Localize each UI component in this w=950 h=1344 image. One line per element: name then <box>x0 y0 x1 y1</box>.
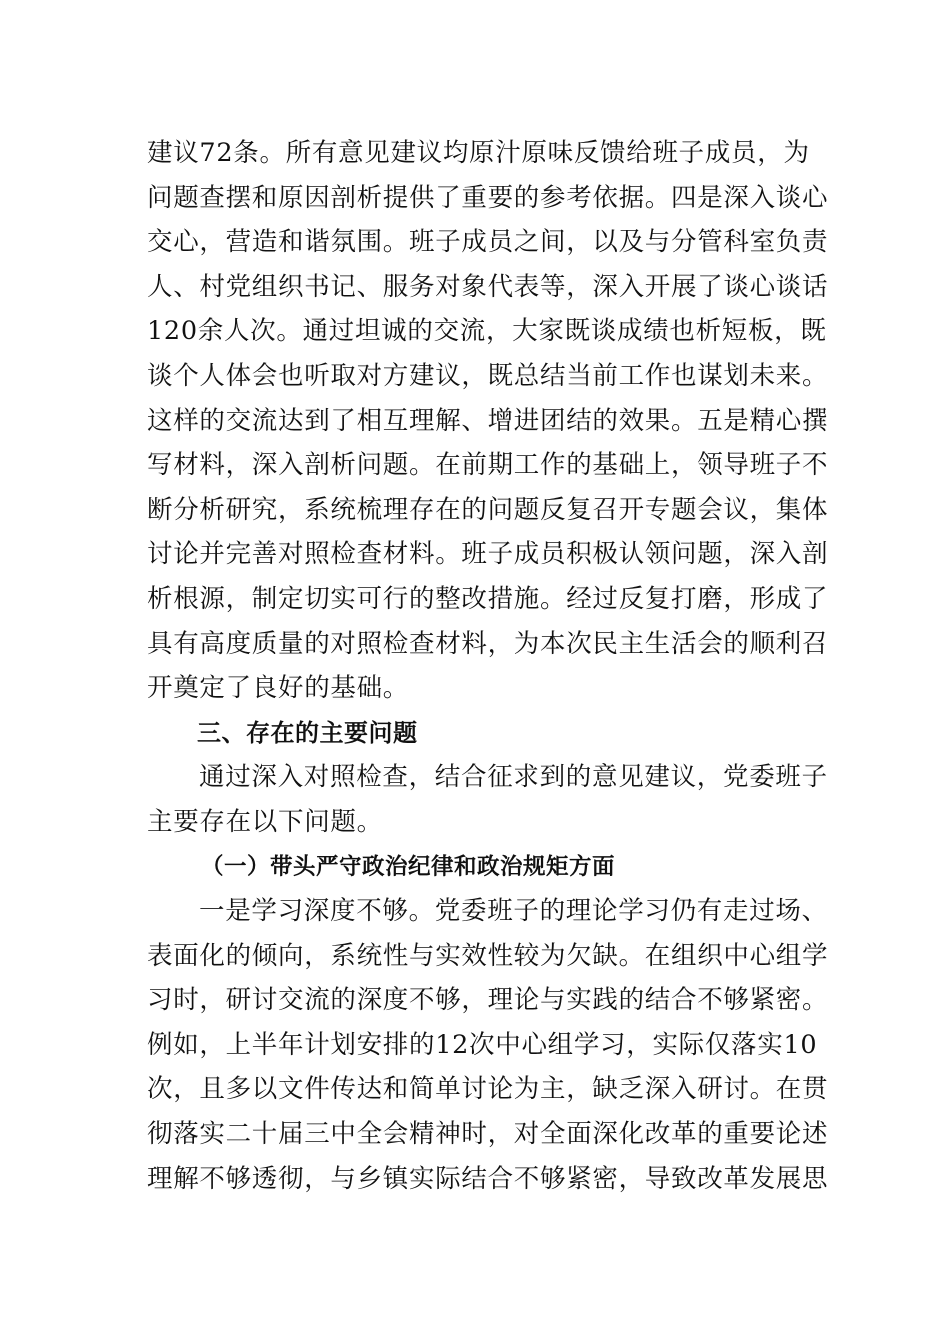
paragraph-line: 人、村党组织书记、服务对象代表等，深入开展了谈心谈话 <box>147 271 829 302</box>
paragraph-line: 120余人次。通过坦诚的交流，大家既谈成绩也析短板，既 <box>147 316 827 347</box>
paragraph-line: 主要存在以下问题。 <box>147 806 383 837</box>
paragraph-line: 具有高度质量的对照检查材料，为本次民主生活会的顺利召 <box>147 628 829 659</box>
paragraph-line: 建议72条。所有意见建议均原汁原味反馈给班子成员，为 <box>147 138 810 168</box>
paragraph-line: 谈个人体会也听取对方建议，既总结当前工作也谋划未来。 <box>147 360 829 391</box>
section-heading: 三、存在的主要问题 <box>197 718 418 747</box>
paragraph-line: 习时，研讨交流的深度不够，理论与实践的结合不够紧密。 <box>147 985 829 1016</box>
document-page <box>147 131 829 1201</box>
paragraph-line: 通过深入对照检查，结合征求到的意见建议，党委班子 <box>199 762 828 793</box>
paragraph-line: 问题查摆和原因剖析提供了重要的参考依据。四是深入谈心 <box>147 182 829 213</box>
paragraph-line: 这样的交流达到了相互理解、增进团结的效果。五是精心撰 <box>147 405 829 436</box>
subsection-heading: （一）带头严守政治纪律和政治规矩方面 <box>201 853 616 880</box>
paragraph-line: 讨论并完善对照检查材料。班子成员积极认领问题，深入剖 <box>147 539 829 570</box>
paragraph-line: 析根源，制定切实可行的整改措施。经过反复打磨，形成了 <box>147 583 829 614</box>
paragraph-line: 交心，营造和谐氛围。班子成员之间，以及与分管科室负责 <box>147 227 829 258</box>
paragraph-line: 断分析研究，系统梳理存在的问题反复召开专题会议，集体 <box>147 494 829 525</box>
paragraph-line: 理解不够透彻，与乡镇实际结合不够紧密，导致改革发展思 <box>147 1163 829 1194</box>
paragraph-line: 一是学习深度不够。党委班子的理论学习仍有走过场、 <box>199 896 828 927</box>
paragraph-line: 次，且多以文件传达和简单讨论为主，缺乏深入研讨。在贯 <box>147 1074 829 1105</box>
paragraph-line: 开奠定了良好的基础。 <box>147 673 410 704</box>
paragraph-line: 彻落实二十届三中全会精神时，对全面深化改革的重要论述 <box>147 1119 829 1150</box>
paragraph-line: 表面化的倾向，系统性与实效性较为欠缺。在组织中心组学 <box>147 940 829 971</box>
paragraph-line: 写材料，深入剖析问题。在前期工作的基础上，领导班子不 <box>147 450 829 481</box>
paragraph-line: 例如，上半年计划安排的12次中心组学习，实际仅落实10 <box>147 1029 818 1060</box>
